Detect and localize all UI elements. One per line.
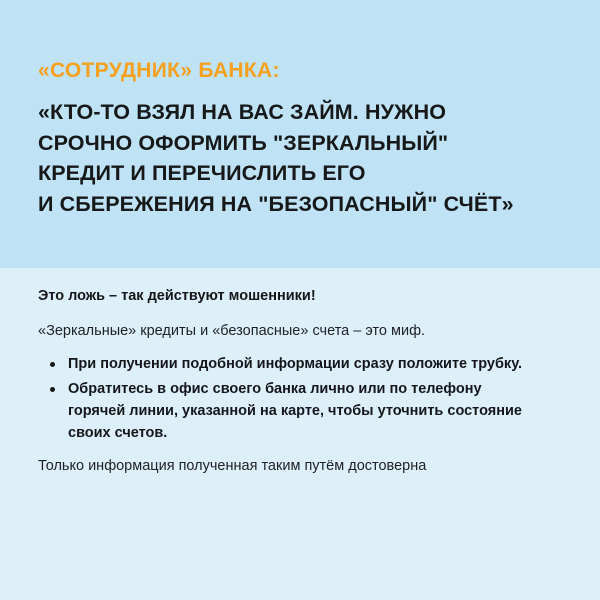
poster-header-content: [38, 58, 574, 219]
list-item: Обратитесь в офис своего банка лично или по телефону горячей линии, указанной на карте, чтобы уточнить состояние своих счетов.: [64, 379, 538, 444]
poster-kicker: «СОТРУДНИК» БАНКА:: [38, 59, 280, 82]
headline-line-1: «КТО-ТО ВЗЯЛ НА ВАС ЗАЙМ. НУЖНО: [38, 100, 447, 125]
list-item: При получении подобной информации сразу положите трубку.: [64, 354, 538, 376]
poster-body-content: [38, 287, 538, 478]
headline-line-2: СРОЧНО ОФОРМИТЬ "ЗЕРКАЛЬНЫЙ": [38, 130, 449, 155]
advice-list: [38, 354, 538, 444]
warning-lead-text: Это ложь – так действуют мошенники!: [38, 288, 316, 304]
headline-line-3: КРЕДИТ И ПЕРЕЧИСЛИТЬ ЕГО: [38, 161, 366, 186]
explanation-paragraph: «Зеркальные» кредиты и «безопасные» счета – это миф.: [38, 322, 426, 339]
footnote-text: Только информация полученная таким путём достоверна: [38, 458, 427, 475]
page-title: [38, 97, 574, 219]
headline-line-4: И СБЕРЕЖЕНИЯ НА "БЕЗОПАСНЫЙ" СЧЁТ»: [38, 191, 514, 216]
